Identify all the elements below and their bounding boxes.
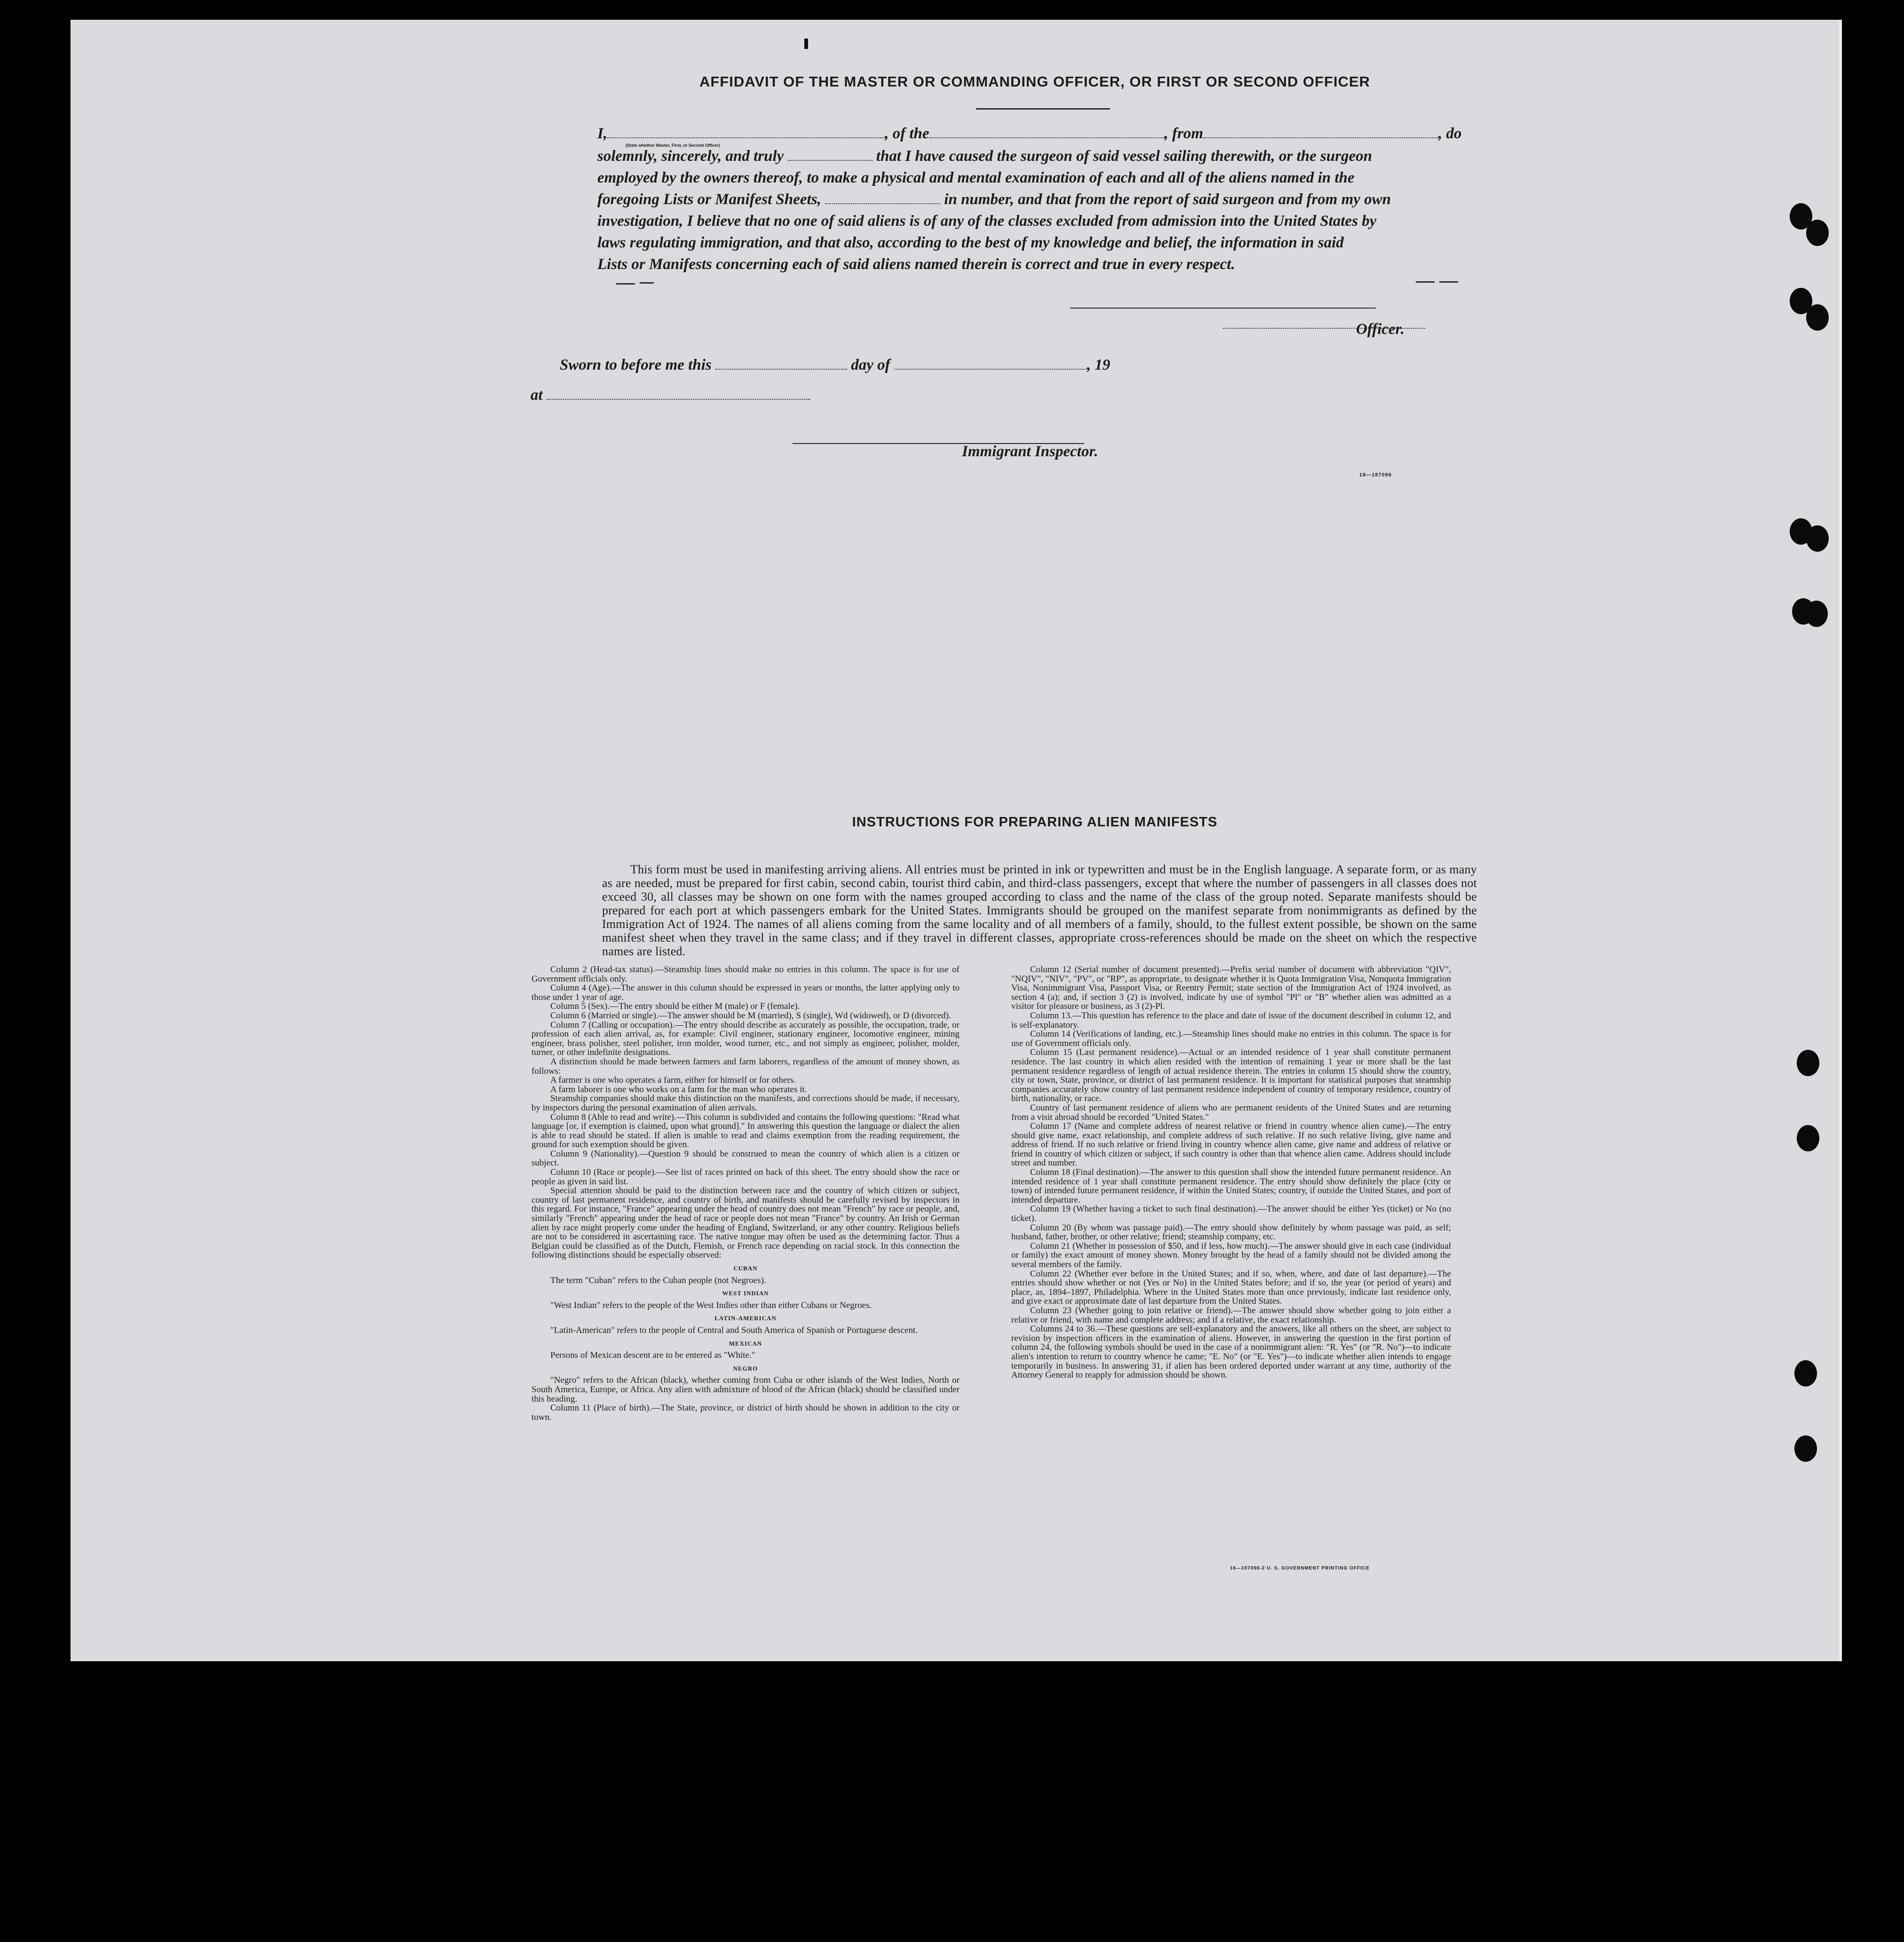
para: Column 15 (Last permanent residence).—Actual or an intended residence of 1 year shall constitute permanent residence. The last country in which alien resided with the intention of remaining 1 year or more shall be the last permanent residence regardless of length of actual residence therein. The entries in column 15 should show the country, city or town, State, province, or district of last permanent residence. It is important for statistical purposes that steamship companies accurately show country of last permanent residence independent of country of temporary residence, country of birth, nationality, or race. (1011, 1047, 1451, 1104)
text-day-of: day of (851, 357, 890, 373)
pencil-mark (616, 283, 635, 285)
heading-mexican: MEXICAN (729, 1340, 762, 1347)
para: Special attention should be paid to the distinction between race and the country of which citizen or subject, country of last permanent residence, and country of birth, and manifests should be carefully revised by inspectors in this regard. For instance, "France" appearing under the head of country does not mean "French" by race or people, and, similarly "French" appearing under the head of race or people does not mean "France" by country. An Irish or German alien by race might properly come under the heading of England, Switzerland, or any other country. Religious beliefs are not to be considered in ascertaining race. The native tongue may often be used as the determining factor. Thus a Belgian could be classified as of the Dutch, Flemish, or French race depending on racial stock. In this connection the following distinctions should be especially observed: (532, 1186, 960, 1260)
text-surgeon: that I have caused the surgeon of said vessel sailing therewith, or the surgeon (876, 148, 1372, 165)
para: Steamship companies should make this distinction on the manifests, and corrections should be made, if necessary, by inspectors during the personal examination of alien arrivals. (532, 1094, 960, 1113)
heading-west-indian: WEST INDIAN (722, 1290, 769, 1297)
instructions-left-column (532, 965, 960, 1422)
text-of-the: , of the (885, 125, 929, 142)
instructions-intro: This form must be used in manifesting arriving aliens. All entries must be printed in ink or typewritten and must be in the English language. A separate form, or as many as are needed, must be prepared for first cabin, second cabin, tourist third cabin, and third-class passengers, except that where the number of passengers in all classes does not exceed 30, all classes may be shown on one form with the names grouped according to class and the name of the class of the group noted. Separate manifests should be prepared for each port at which passengers embark for the United States. Immigrants should be grouped on the manifest separate from nonimmigrants as defined by the Immigration Act of 1924. The names of all aliens coming from the same locality and of all members of a family, should, to the fullest extent possible, be shown on the same manifest sheet when they travel in the same class; and if they travel in different classes, appropriate cross-references should be made on the sheet on which the respective names are listed. (602, 863, 1477, 958)
punch-hole (1806, 220, 1829, 246)
heading-latin-american: LATIN-AMERICAN (714, 1315, 777, 1322)
blank-officer-title (607, 137, 885, 138)
punch-hole (1794, 1435, 1817, 1462)
affidavit-line-4 (597, 191, 1472, 208)
text-solemnly: solemnly, sincerely, and truly (597, 148, 784, 165)
para: Column 9 (Nationality).—Question 9 should be construed to mean the country of which alien is a citizen or subject. (532, 1149, 960, 1168)
officer-label: Officer. (1356, 321, 1404, 338)
affidavit-line-2 (597, 148, 1472, 165)
text-sworn: Sworn to before me this (560, 357, 712, 373)
punch-hole (1794, 1360, 1817, 1387)
affidavit-line-3: employed by the owners thereof, to make a physical and mental examination of each and all of the aliens named in the (597, 169, 1355, 186)
para: Persons of Mexican descent are to be entered as "White." (550, 1350, 755, 1361)
para: Column 6 (Married or single).—The answer should be M (married), S (single), Wd (widowed), or D (divorced). (550, 1010, 951, 1021)
pencil-mark (1439, 281, 1458, 283)
affidavit-line-1 (597, 125, 1472, 143)
form-number: 18—187096 (1359, 472, 1392, 478)
instructions-title: INSTRUCTIONS FOR PREPARING ALIEN MANIFESTS (852, 815, 1218, 830)
para: Column 19 (Whether having a ticket to such final destination).—The answer should be either Yes (ticket) or No (no ticket). (1011, 1204, 1451, 1224)
blank-day (715, 369, 847, 370)
blank-place (547, 399, 810, 400)
document-page (71, 20, 1842, 1661)
text-at: at (531, 387, 543, 404)
para: Column 13.—This question has reference to the place and date of issue of the document described in column 12, and is self-explanatory. (1011, 1010, 1451, 1030)
at-line (531, 387, 810, 404)
para: "Negro" refers to the African (black), whether coming from Cuba or other islands of the West Indies, North or South America, Europe, or Africa. Any alien with admixture of blood of the African (black) should be classified under this heading. (532, 1375, 960, 1404)
para: Column 14 (Verifications of landing, etc.).—Steamship lines should make no entries in this column. The space is for use of Government officials only. (1011, 1029, 1451, 1048)
inspector-label: Immigrant Inspector. (962, 443, 1098, 460)
affidavit-line-6: laws regulating immigration, and that also, according to the best of my knowledge and belief, the information in said (597, 234, 1344, 251)
para: Column 5 (Sex).—The entry should be either M (male) or F (female). (550, 1001, 800, 1012)
para: "West Indian" refers to the people of the West Indies other than either Cubans or Negroes. (550, 1300, 872, 1310)
blank-sheet-count (825, 203, 940, 204)
blank-vessel (929, 137, 1165, 138)
printing-office-footer: 16—187096-2 U. S. GOVERNMENT PRINTING OFFICE (1230, 1566, 1370, 1571)
text-i: I, (597, 125, 608, 142)
para: A farm laborer is one who works on a farm for the man who operates it. (550, 1084, 807, 1094)
punch-hole (1806, 525, 1829, 552)
para: Column 4 (Age).—The answer in this column should be expressed in years or months, the latter applying only to those under 1 year of age. (532, 983, 960, 1002)
para: Column 18 (Final destination).—The answer to this question shall show the intended future permanent residence. An intended residence of 1 year shall constitute permanent residence. The entry should show definitely the place (city or town) of intended future permanent residence, if within the United States; country, if outside the United States, and port of intended departure. (1011, 1167, 1451, 1205)
ink-mark (804, 39, 808, 49)
affidavit-line-5: investigation, I believe that no one of said aliens is of any of the classes excluded from admission into the United States by (597, 213, 1377, 230)
blank-oath (788, 160, 873, 161)
para: Column 8 (Able to read and write).—This column is subdivided and contains the following questions: "Read what language [or, if exemption is claimed, upon what ground]." In answering this question the language or dialect the alien is able to read should be stated. If alien is unable to read and claims exemption from the reading requirement, the ground for such exemption should be given. (532, 1112, 960, 1150)
affidavit-title: AFFIDAVIT OF THE MASTER OR COMMANDING OFFICER, OR FIRST OR SECOND OFFICER (699, 73, 1371, 90)
blank-month (894, 369, 1087, 370)
para: The term "Cuban" refers to the Cuban people (not Negroes). (550, 1275, 766, 1285)
state-note: (State whether Master, First, or Second Officer) (626, 143, 721, 148)
para: Column 20 (By whom was passage paid).—The entry should show definitely by whom passage was paid, as self; husband, father, brother, or other relative; friend; steamship company, etc. (1011, 1222, 1451, 1242)
pencil-mark (1416, 281, 1435, 283)
blank-port (1203, 137, 1438, 138)
text-in-number: in number, and that from the report of said surgeon and from my own (944, 191, 1391, 208)
heading-negro: NEGRO (733, 1364, 758, 1372)
affidavit-line-7: Lists or Manifests concerning each of said aliens named therein is correct and true in every respect. (597, 256, 1235, 273)
title-rule (976, 108, 1110, 110)
text-foregoing: foregoing Lists or Manifest Sheets, (597, 191, 821, 208)
sworn-line (560, 357, 1110, 374)
pencil-mark (640, 282, 654, 284)
punch-hole (1797, 1125, 1819, 1151)
punch-hole (1797, 1050, 1819, 1076)
text-year: , 19 (1087, 357, 1111, 373)
para: Column 21 (Whether in possession of $50, and if less, how much).—The answer should give in each case (individual or family) the exact amount of money shown. Money brought by the head of a family should not be divided among the several members of the family. (1011, 1241, 1451, 1269)
para: Columns 24 to 36.—These questions are self-explanatory and the answers, like all others on the sheet, are subject to revision by inspection officers in the examination of aliens. However, in answering the question in the first portion of column 24, the following symbols should be used in the case of a nonimmigrant alien: "R. Yes" (or "R. No")—to indicate alien's intention to return to country whence he came; "E. No" (or "E. Yes")—to indicate whether alien intends to engage temporarily in business. In answering 31, if alien has been ordered deported under warrant at any time, authority of the Attorney General to reapply for admission should be shown. (1011, 1324, 1451, 1380)
para: Column 17 (Name and complete address of nearest relative or friend in country whence alien came).—The entry should give name, exact relationship, and complete address of such relative. If no such relative living, give name and address of friend. If no such relative or friend living in country whence alien came, give name and address of relative or friend in country of which citizen or subject, if such country is other than that whence alien came. Address should include street and number. (1011, 1121, 1451, 1168)
punch-hole (1806, 304, 1829, 331)
para: Column 2 (Head-tax status).—Steamship lines should make no entries in this column. The space is for use of Government officials only. (532, 965, 960, 984)
para: Column 10 (Race or people).—See list of races printed on back of this sheet. The entry should show the race or people as given in said list. (532, 1167, 960, 1187)
signature-line (1070, 308, 1376, 309)
punch-hole (1805, 601, 1828, 627)
para: Column 12 (Serial number of document presented).—Prefix serial number of document with abbreviation "QIV", "NQIV", "NIV", "PV", or "RP", as appropriate, to designate whether it is Quota Immigration Visa, Nonquota Immigration Visa, Nonimmigrant Visa, Passport Visa, or Reentry Permit; state section of the Immigration Act of 1924 involved, as section 4 (a); and, if section 3 (2) is involved, indicate by use of symbol "Pl" or "B" whether alien was admitted as a visitor for pleasure or business, as 3 (2)-Pl. (1011, 965, 1451, 1012)
para: Column 7 (Calling or occupation).—The entry should describe as accurately as possible, the occupation, trade, or profession of each alien arrival, as, for example: Civil engineer, stationary engineer, locomotive engineer, mining engineer, brass polisher, steel polisher, iron molder, wood turner, etc., and not simply as engineer, polisher, molder, turner, or other indefinite designations. (532, 1020, 960, 1058)
para: Country of last permanent residence of aliens who are permanent residents of the United States and are returning from a visit abroad should be recorded "United States." (1011, 1102, 1451, 1122)
para: Column 11 (Place of birth).—The State, province, or district of birth should be shown in addition to the city or town. (532, 1403, 960, 1422)
para: "Latin-American" refers to the people of Central and South America of Spanish or Portuguese descent. (550, 1325, 918, 1335)
para: Column 22 (Whether ever before in the United States; and if so, when, where, and date of last departure).—The entries should show whether or not (Yes or No) in the United States before; and if so, the year (or period of years) and place, as, 1894–1897, Philadelphia. Where in the United States more than once previously, indicate last residence only, and give exact or approximate date of last departure from the United States. (1011, 1268, 1451, 1307)
text-do: , do (1438, 125, 1462, 142)
para: A distinction should be made between farmers and farm laborers, regardless of the amount of money shown, as follows: (532, 1056, 960, 1076)
text-from: , from (1164, 125, 1204, 142)
heading-cuban: CUBAN (733, 1265, 758, 1272)
para: Column 23 (Whether going to join relative or friend).—The answer should show whether going to join either a relative or friend, with name and complete address; and if a relative, the exact relationship. (1011, 1305, 1451, 1325)
instructions-right-column (1011, 965, 1451, 1380)
para: A farmer is one who operates a farm, either for himself or for others. (550, 1075, 796, 1086)
